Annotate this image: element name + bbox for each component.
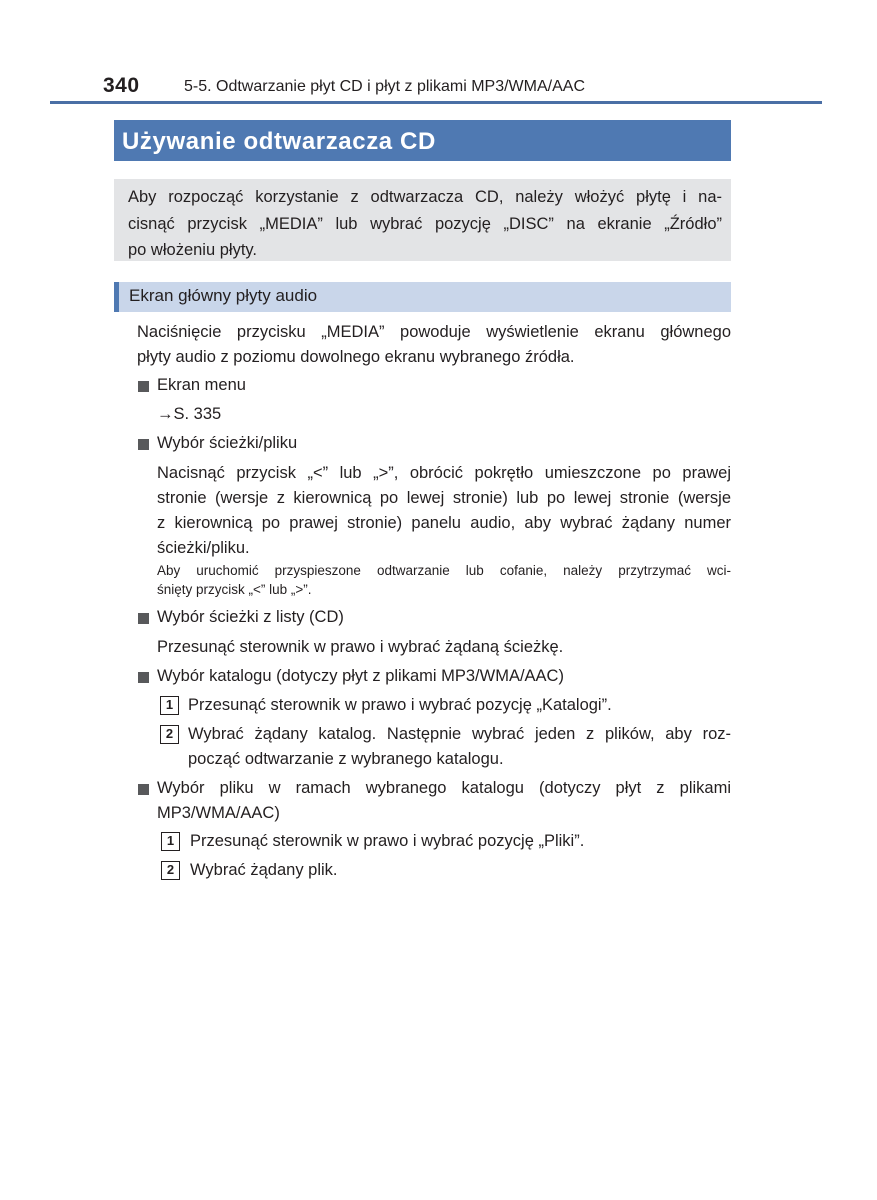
section-title: Używanie odtwarzacza CD	[122, 128, 436, 155]
paragraph-line: Naciśnięcie przycisku „MEDIA” powoduje wyświetlenie ekranu głównego	[137, 323, 731, 341]
section-title-bar	[114, 120, 731, 161]
running-header: 5-5. Odtwarzanie płyt CD i płyt z plikami MP3/WMA/AAC	[184, 78, 585, 95]
page-reference	[157, 402, 221, 427]
step-text: Wybrać żądany plik.	[190, 861, 338, 879]
subsection-header	[114, 282, 731, 312]
item-heading-track: Wybór ścieżki/pliku	[157, 434, 298, 452]
step-number-box: 1	[161, 832, 180, 851]
step-text: Przesunąć sterownik w prawo i wybrać pozycję „Pliki”.	[190, 832, 585, 850]
subsection-intro	[137, 320, 731, 370]
paragraph-line: Nacisnąć przycisk „<” lub „>”, obrócić pokrętło umieszczone po prawej	[157, 464, 731, 482]
note-line: Aby uruchomić przyspieszone odtwarzanie lub cofanie, należy przytrzymać wci-	[157, 563, 731, 578]
page-number: 340	[103, 74, 140, 97]
item-heading-track-list: Wybór ścieżki z listy (CD)	[157, 608, 344, 626]
bullet-square-icon	[138, 784, 149, 795]
item-body-track	[157, 461, 731, 561]
step-number-box: 1	[160, 696, 179, 715]
paragraph-line: stronie (wersje z kierownicą po lewej stronie) lub po lewej stronie (wersje	[157, 489, 731, 507]
bullet-square-icon	[138, 439, 149, 450]
intro-box	[114, 179, 731, 261]
item-heading-menu: Ekran menu	[157, 376, 246, 394]
item-heading-folder: Wybór katalogu (dotyczy płyt z plikami MP3/WMA/AAC)	[157, 667, 564, 685]
page-reference-text: S. 335	[173, 405, 222, 423]
step-text	[188, 722, 731, 772]
subsection-accent	[114, 282, 119, 312]
subsection-title: Ekran główny płyty audio	[129, 286, 318, 305]
header-rule	[50, 101, 822, 104]
step-text: Przesunąć sterownik w prawo i wybrać pozycję „Katalogi”.	[188, 696, 612, 714]
bullet-square-icon	[138, 613, 149, 624]
bullet-square-icon	[138, 672, 149, 683]
intro-line: Aby rozpocząć korzystanie z odtwarzacza CD, należy włożyć płytę i na-	[128, 188, 722, 206]
paragraph-line: z kierownicą po prawej stronie) panelu audio, aby wybrać żądany numer	[157, 514, 731, 532]
step-number-box: 2	[160, 725, 179, 744]
step-line: począć odtwarzanie z wybranego katalogu.	[188, 750, 504, 768]
note-line: śnięty przycisk „<” lub „>”.	[157, 582, 312, 597]
heading-line: Wybór pliku w ramach wybranego katalogu (dotyczy płyt z plikami	[157, 779, 731, 797]
intro-line: po włożeniu płyty.	[128, 241, 258, 259]
step-line: Wybrać żądany katalog. Następnie wybrać jeden z plików, aby roz-	[188, 725, 731, 743]
item-note-track	[157, 561, 731, 599]
item-heading-file-in-folder	[157, 776, 731, 826]
heading-line: MP3/WMA/AAC)	[157, 804, 280, 822]
paragraph-line: płyty audio z poziomu dowolnego ekranu wybranego źródła.	[137, 348, 575, 366]
paragraph-line: ścieżki/pliku.	[157, 539, 250, 557]
arrow-right-icon: →	[157, 405, 174, 423]
bullet-square-icon	[138, 381, 149, 392]
item-body-track-list: Przesunąć sterownik w prawo i wybrać żądaną ścieżkę.	[157, 638, 564, 656]
step-number-box: 2	[161, 861, 180, 880]
intro-line: cisnąć przycisk „MEDIA” lub wybrać pozycję „DISC” na ekranie „Źródło”	[128, 214, 722, 233]
